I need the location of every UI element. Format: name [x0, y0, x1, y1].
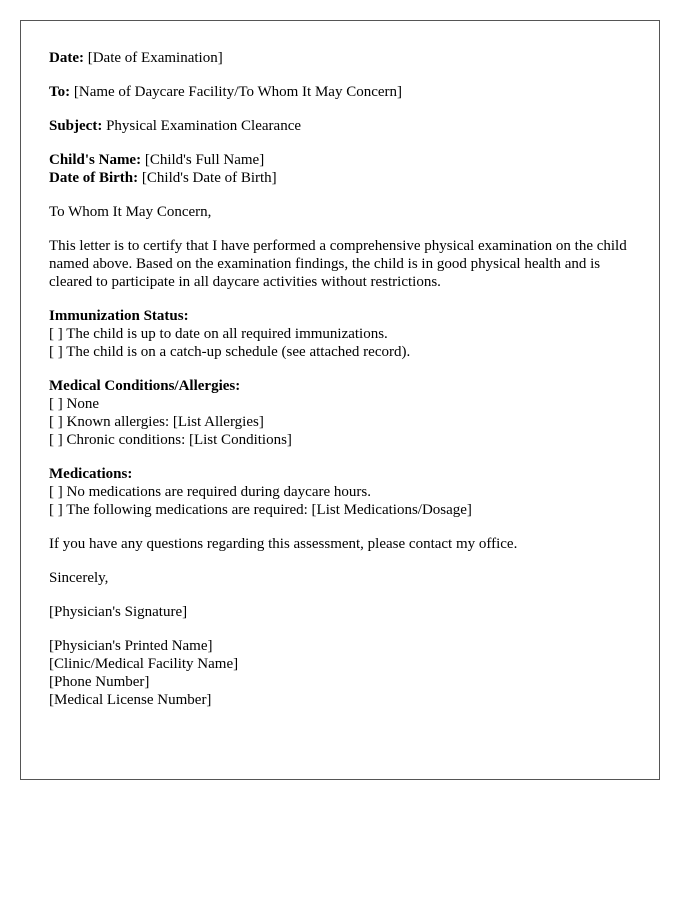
medications-heading: Medications: — [49, 466, 133, 482]
child-name-value: [Child's Full Name] — [144, 152, 265, 168]
conditions-item: [ ] None — [49, 396, 99, 412]
medications-item: [ ] The following medications are required: [List Medications/Dosage] — [49, 502, 472, 518]
to-value: [Name of Daycare Facility/To Whom It May Concern] — [73, 84, 403, 100]
contact-note: If you have any questions regarding this assessment, please contact my office. — [49, 536, 518, 552]
facility-name: [Clinic/Medical Facility Name] — [49, 656, 239, 672]
to-line — [49, 83, 631, 101]
medications-item: [ ] No medications are required during daycare hours. — [49, 484, 371, 500]
date-line — [49, 49, 631, 67]
conditions-item: [ ] Chronic conditions: [List Conditions] — [49, 432, 292, 448]
subject-value: Physical Examination Clearance — [106, 118, 302, 134]
salutation: To Whom It May Concern, — [49, 204, 212, 220]
subject-label: Subject: — [49, 118, 103, 134]
date-label: Date: — [49, 50, 84, 66]
body-paragraph: This letter is to certify that I have performed a comprehensive physical examination on the child named above. Based on the examination findings, the child is in good physical health and is cleared to participate in all daycare activities without restrictions. — [49, 238, 627, 290]
conditions-heading: Medical Conditions/Allergies: — [49, 378, 241, 394]
to-label: To: — [49, 84, 71, 100]
immunization-item: [ ] The child is up to date on all required immunizations. — [49, 326, 388, 342]
immunization-item: [ ] The child is on a catch-up schedule (see attached record). — [49, 344, 411, 360]
immunization-heading: Immunization Status: — [49, 308, 189, 324]
child-info — [49, 151, 631, 187]
child-name-label: Child's Name: — [49, 152, 142, 168]
closing: Sincerely, — [49, 570, 109, 586]
child-dob-value: [Child's Date of Birth] — [141, 170, 277, 186]
printed-name: [Physician's Printed Name] — [49, 638, 213, 654]
child-dob-label: Date of Birth: — [49, 170, 139, 186]
signoff-block — [49, 637, 631, 709]
immunization-section — [49, 307, 631, 361]
date-value: [Date of Examination] — [87, 50, 223, 66]
conditions-section — [49, 377, 631, 449]
phone-number: [Phone Number] — [49, 674, 150, 690]
conditions-item: [ ] Known allergies: [List Allergies] — [49, 414, 264, 430]
letter-page — [20, 20, 660, 780]
signature-placeholder: [Physician's Signature] — [49, 604, 188, 620]
medications-section — [49, 465, 631, 519]
subject-line — [49, 117, 631, 135]
license-number: [Medical License Number] — [49, 692, 212, 708]
